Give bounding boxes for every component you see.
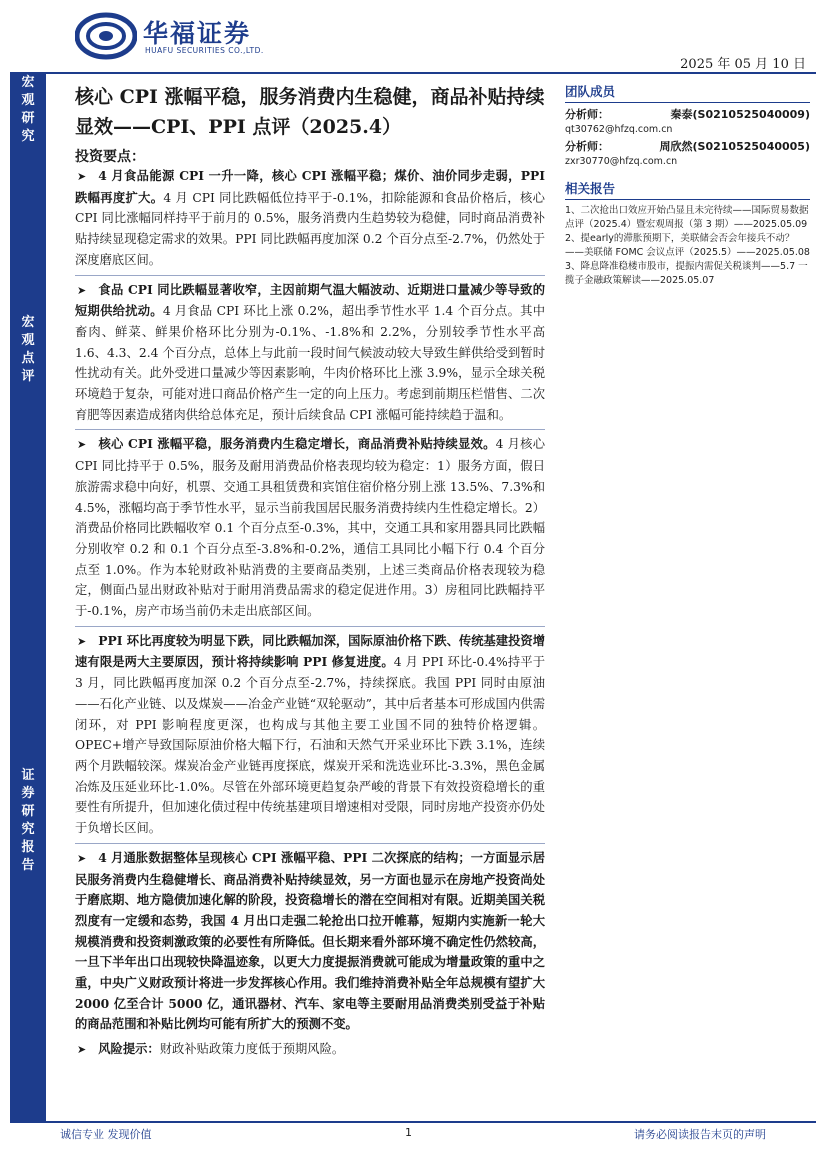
logo-emblem-icon bbox=[75, 12, 137, 60]
related-reports-list bbox=[565, 204, 810, 287]
report-title: 核心 CPI 涨幅平稳，服务消费内生稳健，商品补贴持续显效——CPI、PPI 点评（2025.4） bbox=[75, 86, 545, 138]
analyst-entry: 分析师： 秦泰(S0210525040009) qt30762@hfzq.com.cn bbox=[565, 108, 810, 135]
sidebar-label-macro-comment: 宏 观 点 评 bbox=[21, 315, 35, 384]
arrow-bullet-icon: ➤ bbox=[77, 851, 87, 865]
team-heading: 团队成员 bbox=[565, 82, 810, 103]
arrow-bullet-icon: ➤ bbox=[77, 438, 87, 452]
related-report-item[interactable]: 2、提early的滞胀预期下，美联储会否会年接兵不动？——美联储 FOMC 会议点评（2025.5）——2025.05.08 bbox=[565, 233, 810, 258]
point-paragraph: ➤ PPI 环比再度较为明显下跌，同比跌幅加深，国际原油价格下跌、传统基建投资增速有限是两大主要原因，预计将持续影响 PPI 修复进度。4 月 PPI 环比-0.4%持平于 3 月，同比跌幅再度加深 0.2 个百分点至-2.7%，持续探底。我国 PPI 同时由原油——石化产业链、以及煤炭——冶金产业链“双轮驱动”，其中后者基本可形成国内供需闭环，对 PPI 影响程度更深，也构成与其他主要工业国不同的独特价格逻辑。OPEC+增产导致国际原油价格大幅下行，石油和天然气开采业环比下跌 3.1%，连续两个月跌幅较深。煤炭冶金产业链再度探底，煤炭开采和洗选业环比-3.3%，黑色金属冶炼及压延业环比-1.0%。尽管在外部环境更趋复杂严峻的背景下有效投资稳增长的重要性有所提升，但加速化债过程中传统基建项目增速相对受限，同时房地产投资亦仍处于负增长区间。 bbox=[75, 632, 545, 836]
report-date: 2025 年 05 月 10 日 bbox=[680, 57, 806, 72]
arrow-bullet-icon: ➤ bbox=[77, 283, 87, 297]
brand-name-en: HUAFU SECURITIES CO.,LTD. bbox=[145, 46, 264, 55]
arrow-bullet-icon: ➤ bbox=[77, 1043, 87, 1057]
arrow-bullet-icon: ➤ bbox=[77, 634, 87, 648]
arrow-bullet-icon: ➤ bbox=[77, 170, 87, 183]
analyst-name: 秦泰(S0210525040009) bbox=[670, 108, 810, 121]
related-report-item[interactable]: 1、二次抢出口效应开始凸显且未完待续——国际贸易数据点评（2025.4）暨宏观周报（第 3 期）——2025.05.09 bbox=[565, 205, 809, 230]
investment-points-heading: 投资要点： bbox=[75, 149, 145, 165]
section-divider bbox=[75, 275, 545, 276]
sidebar-label-macro-research: 宏 观 研 究 bbox=[21, 75, 35, 144]
point-paragraph: ➤ 食品 CPI 同比跌幅显著收窄，主因前期气温大幅波动、近期进口量减少等导致的短期供给扰动。4 月食品 CPI 环比上涨 0.2%，超出季节性水平 1.4 个百分点。其中畜肉、鲜菜、鲜果价格环比分别为-0.1%、-1.8%和 2.2%，分别较季节性水平高 1.6、4.3、2.4 个百分点，总体上与此前一段时间气候波动较大导致生鲜供给受到暂时性扰动有关。此外受进口量减少等因素影响，牛肉价格环比上涨 3.9%，显示全球关税环境趋于复杂，可能对进口商品价格产生一定的向上压力。考虑到前期压栏惜售、二次育肥等因素造成猪肉供给总体充足，预计后续食品 CPI 涨幅可能持续趋于温和。 bbox=[75, 281, 545, 422]
analyst-entry: 分析师： 周欣然(S0210525040005) zxr30770@hfzq.com.cn bbox=[565, 140, 810, 167]
point-paragraph: ➤ 4 月通胀数据整体呈现核心 CPI 涨幅平稳、PPI 二次探底的结构；一方面显示居民服务消费内生稳健增长、商品消费补贴持续显效，另一方面也显示在房地产投资尚处于磨底期、地方隐债加速化解的阶段，投资稳增长的潜在空间相对有限。近期美国关税烈度有一定缓和态势，我国 4 月出口走强二轮抢出口拉开帷幕，短期内实施新一轮大规模消费和投资刺激政策的必要性有所降低。但长期来看外部环境不确定性仍然较高，一旦下半年出口出现较快降温迹象，以更大力度提振消费就可能成为增量政策的重中之重，中央广义财政预计将进一步发挥核心作用。我们维持消费补贴全年总规模有望扩大 2000 亿至合计 5000 亿，通讯器材、汽车、家电等主要耐用品消费类别受益于补贴的商品范围和补贴比例均可能有所扩大的预测不变。 bbox=[75, 849, 545, 1032]
right-column bbox=[565, 82, 810, 288]
sidebar-label-securities-report: 证 券 研 究 报 告 bbox=[21, 768, 35, 873]
brand-name-cn: 华福证券 bbox=[143, 19, 252, 48]
section-divider bbox=[75, 843, 545, 844]
risk-warning: ➤ 风险提示：财政补贴政策力度低于预期风险。 bbox=[77, 1041, 345, 1057]
page-number: 1 bbox=[405, 1126, 412, 1139]
company-logo bbox=[75, 12, 335, 62]
point-paragraph: ➤ 4 月食品能源 CPI 一升一降，核心 CPI 涨幅平稳；煤价、油价同步走弱，PPI 跌幅再度扩大。4 月 CPI 同比跌幅低位持平于-0.1%，扣除能源和食品价格后，核心 CPI 同比涨幅同样持平于前月的 0.5%，服务消费内生趋势较为稳健，同时商品消费补贴持续显现稳定需求的效果。PPI 同比跌幅再度加深 0.2 个百分点至-2.7%，仍然处于深度磨底区间。 bbox=[75, 168, 545, 267]
footer-disclaimer: 请务必阅读报告末页的声明 bbox=[634, 1128, 766, 1141]
left-sidebar bbox=[10, 74, 46, 1121]
analyst-name: 周欣然(S0210525040005) bbox=[659, 140, 810, 153]
point-paragraph: ➤ 核心 CPI 涨幅平稳，服务消费内生稳定增长，商品消费补贴持续显效。4 月核心 CPI 同比持平于 0.5%，服务及耐用消费品价格表现均较为稳定：1）服务方面，假日旅游需求稳中向好，机票、交通工具租赁费和宾馆住宿价格分别上涨 13.5%、7.3%和 4.5%，涨幅均高于季节性水平，显示当前我国居民服务消费持续内生性稳定增长。2）消费品价格同比跌幅收窄 0.1 个百分点至-0.3%，其中，交通工具和家用器具同比跌幅分别收窄 0.2 和 0.1 个百分点至-3.8%和-0.2%，通信工具同比小幅下行 0.4 个百分点至 1.0%。作为本轮财政补贴消费的主要商品类别，上述三类商品价格表现较为稳定，侧面凸显出财政补贴对于耐用消费品需求的稳定促进作用。3）房租同比跌幅持平于-0.1%，房产市场当前仍未走出底部区间。 bbox=[75, 436, 545, 619]
section-divider bbox=[75, 626, 545, 627]
main-content bbox=[75, 166, 545, 1065]
related-reports-heading: 相关报告 bbox=[565, 179, 810, 200]
section-divider bbox=[75, 429, 545, 430]
footer-divider bbox=[10, 1121, 816, 1123]
analyst-email[interactable]: qt30762@hfzq.com.cn bbox=[565, 124, 673, 135]
header-divider bbox=[10, 72, 816, 74]
analyst-email[interactable]: zxr30770@hfzq.com.cn bbox=[565, 156, 678, 167]
footer-slogan: 诚信专业 发现价值 bbox=[60, 1128, 152, 1141]
related-report-item[interactable]: 3、降息降准稳楼市股市，提振内需促关税谈判——5.7 一揽子金融政策解读——2025.05.07 bbox=[565, 261, 808, 286]
